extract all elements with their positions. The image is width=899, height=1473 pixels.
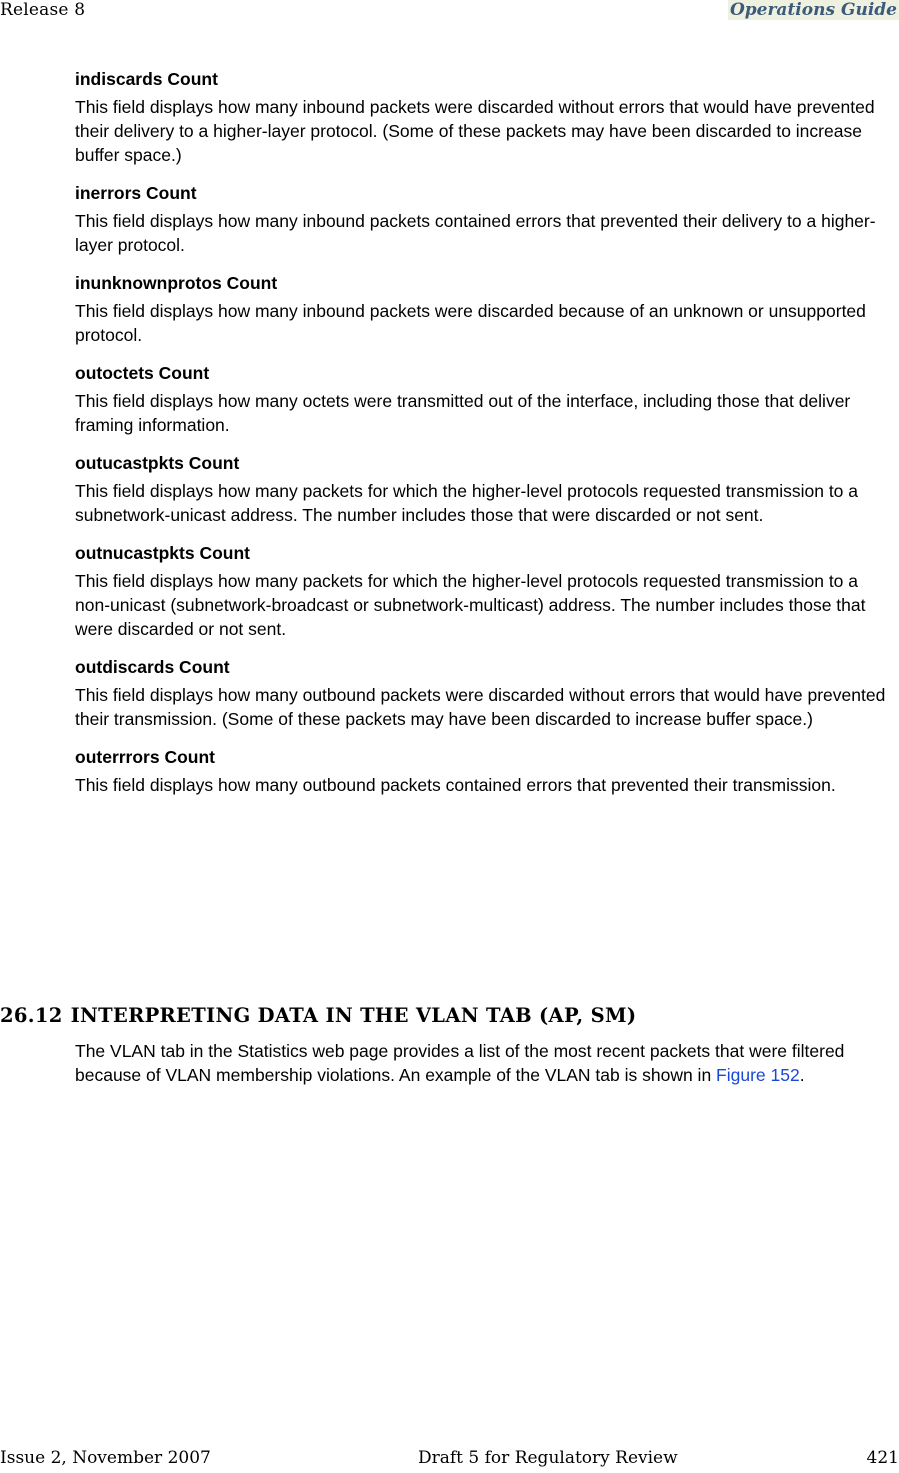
field-entry-outucastpkts: [75, 452, 897, 527]
field-title: outoctets Count: [75, 363, 210, 383]
field-title: outerrrors Count: [75, 747, 215, 767]
field-description: This field displays how many inbound packets were discarded because of an unknown or unsupported protocol.: [75, 301, 866, 345]
section-title: INTERPRETING DATA IN THE VLAN TAB (AP, SM): [70, 1004, 637, 1027]
field-description: This field displays how many octets were transmitted out of the interface, including those that deliver framing information.: [75, 391, 851, 435]
field-entry-indiscards: [75, 68, 897, 167]
section-body-text: The VLAN tab in the Statistics web page provides a list of the most recent packets that were filtered because of VLAN membership violations. An example of the VLAN tab is shown in: [75, 1041, 845, 1085]
field-description: This field displays how many packets for which the higher-level protocols requested transmission to a non-unicast (subnetwork-broadcast or subnetwork-multicast) address. The number includes those that were discarded or not sent.: [75, 571, 866, 639]
field-title: outdiscards Count: [75, 657, 230, 677]
field-entry-inunknownprotos: [75, 272, 897, 347]
section-body-end: .: [799, 1065, 805, 1085]
field-entry-outerrrors: [75, 746, 897, 797]
field-title: outnucastpkts Count: [75, 543, 250, 563]
guide-title: Operations Guide: [729, 0, 897, 20]
field-entry-outoctets: [75, 362, 897, 437]
draft-label: Draft 5 for Regulatory Review: [418, 1448, 678, 1468]
field-definitions: [75, 68, 897, 812]
field-entry-outdiscards: [75, 656, 897, 731]
section-number: 26.12: [0, 1004, 63, 1027]
field-description: This field displays how many inbound packets were discarded without errors that would have prevented their delivery to a higher-layer protocol. (Some of these packets may have been discarded to increase buffer space.): [75, 97, 875, 165]
page-number: 421: [866, 1448, 899, 1468]
field-entry-inerrors: [75, 182, 897, 257]
field-description: This field displays how many inbound packets contained errors that prevented their delivery to a higher-layer protocol.: [75, 211, 876, 255]
release-label: Release 8: [0, 0, 86, 20]
field-title: outucastpkts Count: [75, 453, 240, 473]
figure-link[interactable]: Figure 152: [716, 1065, 800, 1085]
page-header: [0, 0, 899, 24]
field-entry-outnucastpkts: [75, 542, 897, 641]
field-description: This field displays how many packets for which the higher-level protocols requested transmission to a subnetwork-unicast address. The number includes those that were discarded or not sent.: [75, 481, 859, 525]
field-title: inerrors Count: [75, 183, 197, 203]
field-title: indiscards Count: [75, 69, 218, 89]
section-body: [75, 1039, 865, 1087]
section-heading: [0, 1003, 636, 1029]
issue-date: Issue 2, November 2007: [0, 1448, 211, 1468]
page-footer: [0, 1447, 899, 1471]
field-title: inunknownprotos Count: [75, 273, 278, 293]
field-description: This field displays how many outbound packets contained errors that prevented their transmission.: [75, 775, 836, 795]
field-description: This field displays how many outbound packets were discarded without errors that would have prevented their transmission. (Some of these packets may have been discarded to increase buffer space.): [75, 685, 886, 729]
